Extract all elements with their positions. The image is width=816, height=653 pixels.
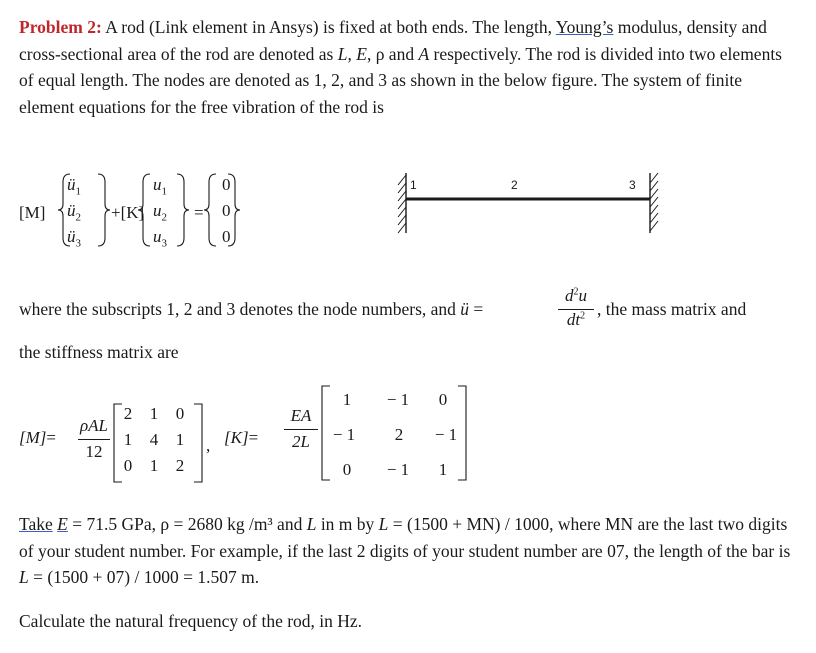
stiffness-lhs: [K]= <box>224 428 259 447</box>
sep-2: , <box>366 43 376 64</box>
take-text-3: = (1500 + MN) / 1000, where MN are the last two digits of your student number. For example, if the last 2 digits of your student number are 07, the length of the bar is <box>19 514 791 561</box>
stiffness-cell: 2 <box>394 425 404 444</box>
mass-cell: 4 <box>149 430 159 449</box>
equals-sign: = <box>194 203 204 222</box>
mass-factor-den: 12 <box>85 442 103 461</box>
stiffness-symbol: +[K] <box>111 203 145 222</box>
stiffness-cell: − 1 <box>332 425 356 444</box>
take-paragraph <box>19 511 794 591</box>
var-A: A <box>418 43 430 64</box>
rod-figure <box>380 165 700 245</box>
mass-cell: 1 <box>123 430 133 449</box>
take-var-E: E <box>57 514 68 534</box>
mass-cell: 0 <box>175 404 185 423</box>
intro-text-1: A rod (Link element in Ansys) is fixed at both ends. The length, <box>101 17 556 37</box>
stiffness-cell: − 1 <box>386 460 410 479</box>
take-var-L2: L <box>378 514 389 534</box>
take-text-1: = 71.5 GPa, ρ = 2680 kg /m³ and <box>67 514 307 534</box>
node-label-1: 1 <box>410 178 417 192</box>
intro-text-3: and <box>384 43 419 64</box>
mass-cell: 2 <box>123 404 133 423</box>
deriv-numerator: $d^2u$ <box>565 286 587 305</box>
zero-1: 0 <box>222 175 231 194</box>
accel-3: $ü_3$ <box>67 227 81 250</box>
var-L: L <box>337 43 348 64</box>
var-rho: ρ <box>375 43 385 64</box>
take-var-L: L <box>306 514 317 534</box>
sep-1: , <box>347 43 357 64</box>
where-tail: , the mass matrix and <box>597 299 747 319</box>
stiffness-cell: 0 <box>342 460 352 479</box>
mass-matrix-symbol: [M] <box>19 203 46 222</box>
problem-label: Problem 2: <box>19 17 102 37</box>
disp-1: $u_1$ <box>153 175 167 198</box>
where-line-2: the stiffness matrix are <box>19 342 179 362</box>
disp-3: $u_3$ <box>153 227 167 250</box>
take-var-L3: L <box>19 567 29 587</box>
mass-cell: 1 <box>175 430 185 449</box>
intro-text-2: modulus, density and cross-sectional area of the rod are denoted as <box>19 17 767 64</box>
problem-statement <box>19 14 794 120</box>
disp-2: $u_2$ <box>153 201 167 224</box>
question-text: Calculate the natural frequency of the rod, in Hz. <box>19 611 363 631</box>
stiffness-cell: 1 <box>342 390 352 409</box>
mass-cell: 0 <box>123 456 133 475</box>
node-label-3: 3 <box>629 178 636 192</box>
stiffness-cell: 0 <box>438 390 448 409</box>
mass-cell: 1 <box>149 404 159 423</box>
mass-factor-bar <box>78 439 110 440</box>
mass-cell: 2 <box>175 456 185 475</box>
accel-2: $ü_2$ <box>67 201 81 224</box>
stiffness-factor-num: EA <box>290 406 312 425</box>
stiffness-factor-den: 2L <box>292 432 310 451</box>
take-word: Take <box>19 514 53 534</box>
take-text-2: in m by <box>316 514 379 534</box>
var-E: E <box>356 43 367 64</box>
deriv-denominator: $dt^2$ <box>566 310 586 329</box>
node-label-2: 2 <box>511 178 518 192</box>
mass-cell: 1 <box>149 456 159 475</box>
stiffness-cell: 1 <box>438 460 448 479</box>
stiffness-cell: − 1 <box>434 425 458 444</box>
stiffness-cell: − 1 <box>386 390 410 409</box>
accel-1: $ü_1$ <box>67 175 81 198</box>
matrix-comma: , <box>206 436 211 455</box>
rod-diagram <box>380 165 700 245</box>
zero-3: 0 <box>222 227 231 246</box>
where-text: where the subscripts 1, 2 and 3 denotes the node numbers, and ü = <box>19 299 484 319</box>
stiffness-factor-bar <box>284 429 318 430</box>
mass-lhs: [M]= <box>19 428 56 447</box>
zero-2: 0 <box>222 201 231 220</box>
intro-text-4: respectively. The rod is divided into two elements of equal length. The nodes are denoted as 1, 2, and 3 as shown in the below figure. The system of finite element equations for the free vibration of the rod is <box>19 43 782 117</box>
youngs-word: Young’s <box>555 17 614 37</box>
mass-factor-num: ρAL <box>80 416 108 435</box>
take-text-4: = (1500 + 07) / 1000 = 1.507 m. <box>28 567 260 587</box>
